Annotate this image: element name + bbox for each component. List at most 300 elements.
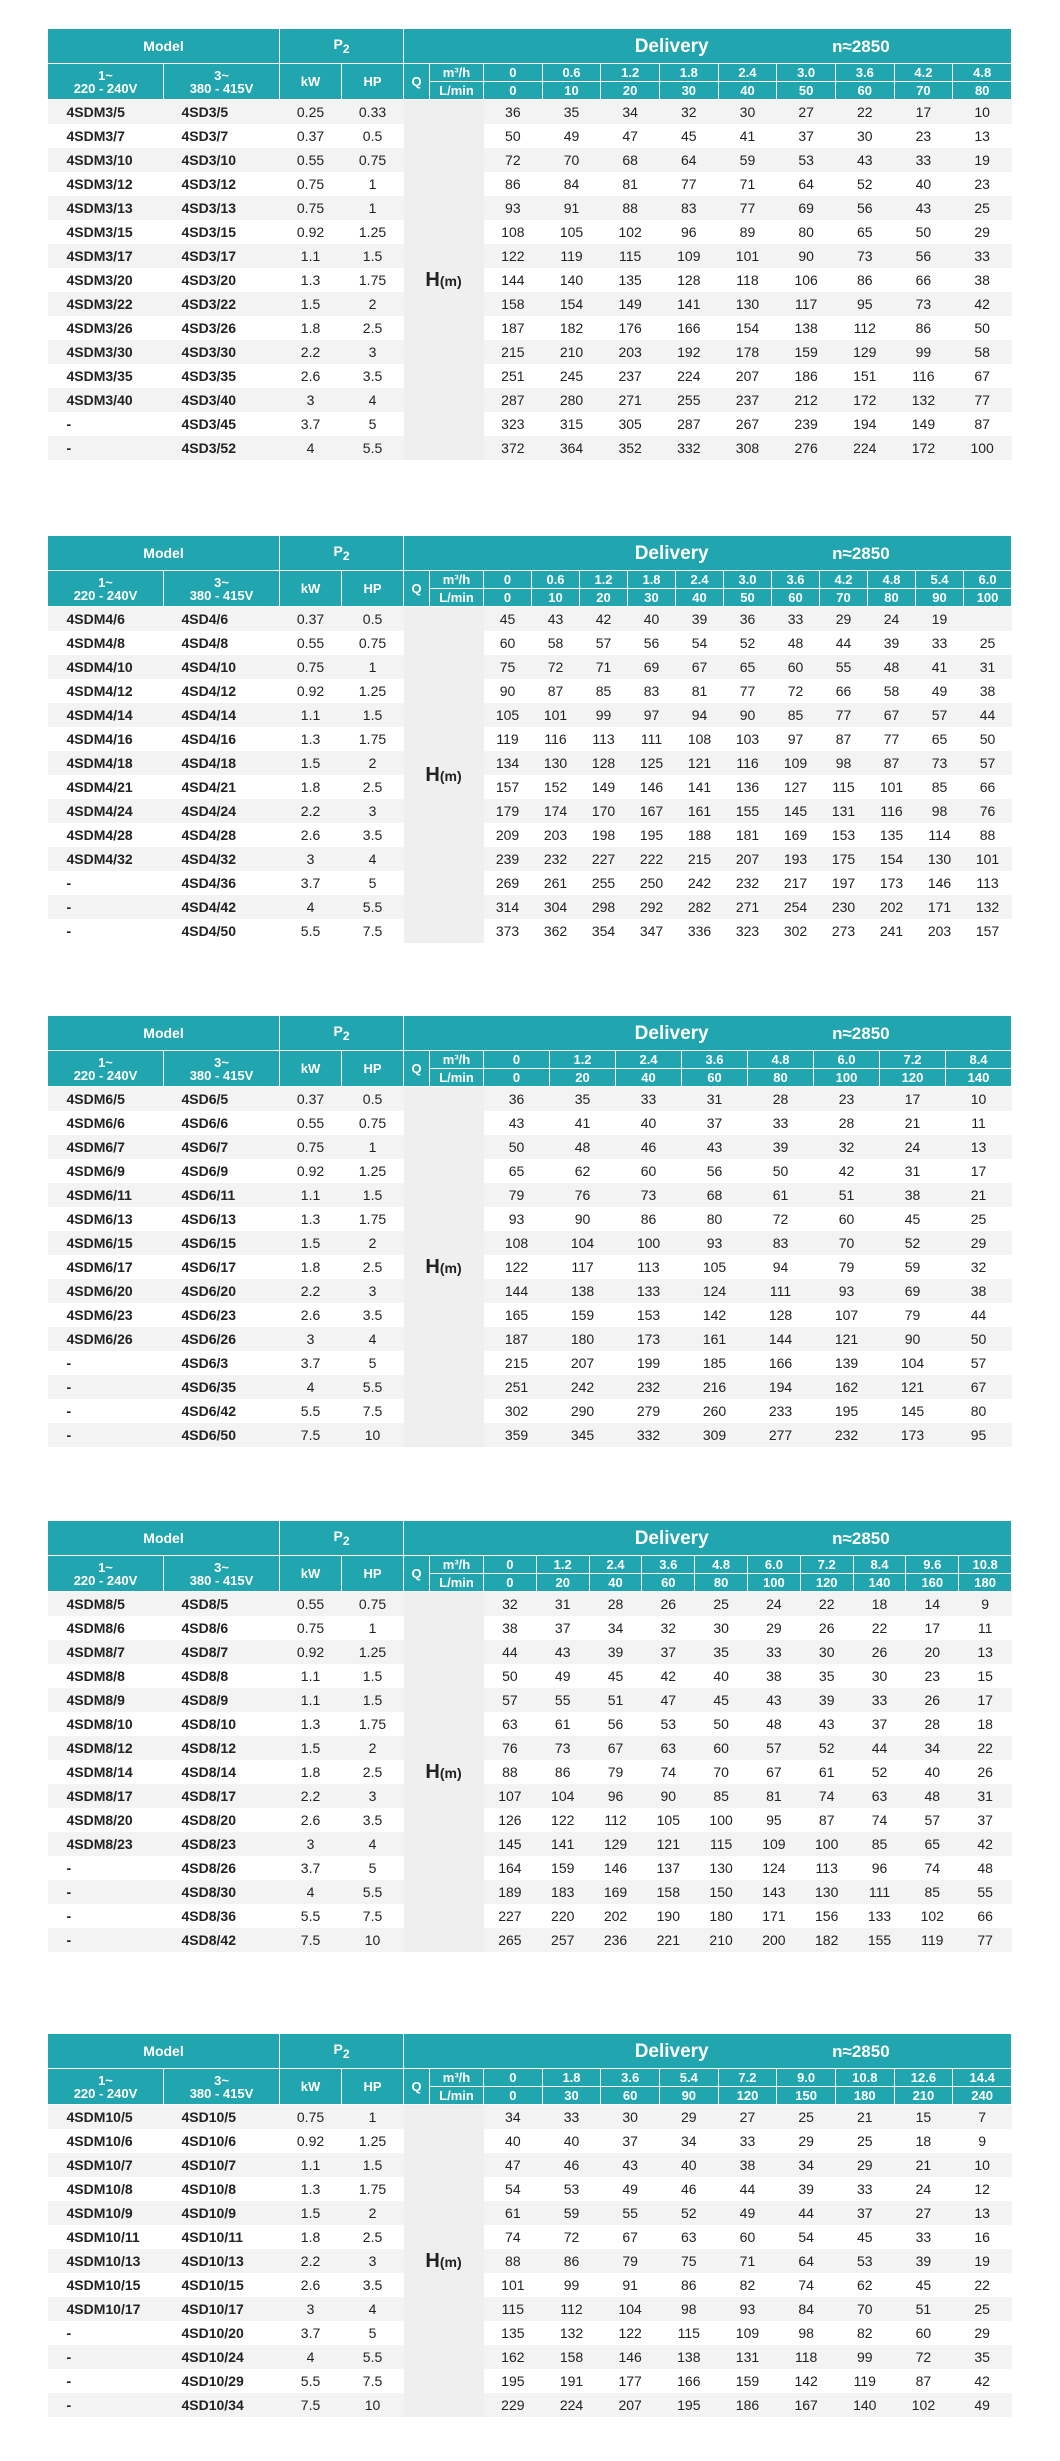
- table-row: [48, 1592, 1012, 1617]
- model-three-phase: 4SD6/35: [164, 1375, 280, 1399]
- three-phase-header: [164, 1556, 280, 1592]
- flow-lmin: 0: [484, 1574, 537, 1592]
- head-value: 304: [532, 895, 580, 919]
- p2-subscript: 2: [342, 1533, 350, 1548]
- table-row: [48, 1640, 1012, 1664]
- head-value: 52: [724, 631, 772, 655]
- head-value: 180: [695, 1904, 748, 1928]
- power-kw: 2.2: [280, 1784, 342, 1808]
- head-value: 15: [959, 1664, 1012, 1688]
- model-three-phase: 4SD4/10: [164, 655, 280, 679]
- head-value: 187: [484, 316, 543, 340]
- head-value: 17: [880, 1087, 946, 1112]
- table-row: [48, 148, 1012, 172]
- speed-label: n≈2850: [832, 543, 890, 563]
- power-kw: 2.2: [280, 1279, 342, 1303]
- table-row: [48, 1327, 1012, 1351]
- head-value: 166: [659, 316, 718, 340]
- head-value: 155: [724, 799, 772, 823]
- power-kw: 1.3: [280, 2177, 342, 2201]
- model-single-phase: 4SDM3/10: [48, 148, 164, 172]
- flow-m3h: 3.6: [835, 64, 894, 82]
- head-value: 157: [964, 919, 1012, 943]
- head-value: 16: [953, 2225, 1012, 2249]
- table-row: [48, 871, 1012, 895]
- power-kw: 4: [280, 2345, 342, 2369]
- head-value: 186: [718, 2393, 777, 2417]
- head-value: 100: [800, 1832, 853, 1856]
- head-value: 45: [894, 2273, 953, 2297]
- flow-lmin: 80: [953, 82, 1012, 100]
- unit-m3h: m³/h: [430, 1051, 484, 1069]
- head-value: 169: [589, 1880, 642, 1904]
- head-value: 33: [772, 607, 820, 632]
- head-value: 38: [946, 1279, 1012, 1303]
- head-value: 45: [880, 1207, 946, 1231]
- head-unit: (m): [439, 1260, 462, 1276]
- head-value: 22: [835, 100, 894, 125]
- power-kw: 5.5: [280, 2369, 342, 2393]
- power-hp: 3: [342, 1279, 404, 1303]
- head-value: 32: [659, 100, 718, 125]
- flow-lmin: 180: [835, 2087, 894, 2105]
- delivery-label: Delivery: [634, 2040, 709, 2062]
- head-value: 48: [868, 655, 916, 679]
- head-value: 165: [484, 1303, 550, 1327]
- head-value: 63: [659, 2225, 718, 2249]
- power-hp: 5.5: [342, 436, 404, 460]
- head-value: 276: [777, 436, 836, 460]
- head-value: 122: [484, 1255, 550, 1279]
- power-kw: 1.5: [280, 2201, 342, 2225]
- head-value: 169: [772, 823, 820, 847]
- flow-lmin: 80: [695, 1574, 748, 1592]
- head-value: 76: [550, 1183, 616, 1207]
- flow-lmin: 40: [589, 1574, 642, 1592]
- head-value: 122: [536, 1808, 589, 1832]
- flow-m3h: 4.2: [820, 571, 868, 589]
- power-hp: 3: [342, 1784, 404, 1808]
- pump-table-2: [47, 535, 1011, 943]
- head-value: 55: [959, 1880, 1012, 1904]
- flow-lmin: 20: [550, 1069, 616, 1087]
- head-value: 141: [659, 292, 718, 316]
- head-value: 73: [536, 1736, 589, 1760]
- head-value: 116: [894, 364, 953, 388]
- model-three-phase: 4SD4/42: [164, 895, 280, 919]
- head-value: 37: [601, 2129, 660, 2153]
- table-row: [48, 1616, 1012, 1640]
- hp-header: HP: [342, 64, 404, 100]
- head-value: 33: [616, 1087, 682, 1112]
- head-value: 151: [835, 364, 894, 388]
- head-value: 42: [953, 292, 1012, 316]
- model-three-phase: 4SD3/20: [164, 268, 280, 292]
- flow-lmin: 10: [532, 589, 580, 607]
- table-row: [48, 1207, 1012, 1231]
- model-three-phase: 4SD8/23: [164, 1832, 280, 1856]
- head-value: 50: [953, 316, 1012, 340]
- head-value: 90: [484, 679, 532, 703]
- head-value: 24: [894, 2177, 953, 2201]
- head-value: 203: [601, 340, 660, 364]
- head-value: 94: [676, 703, 724, 727]
- flow-lmin: 150: [777, 2087, 836, 2105]
- head-value: 37: [777, 124, 836, 148]
- model-single-phase: -: [48, 2393, 164, 2417]
- head-value: 99: [894, 340, 953, 364]
- head-value: 25: [777, 2105, 836, 2130]
- head-value: 81: [676, 679, 724, 703]
- head-value: 90: [642, 1784, 695, 1808]
- head-label: [404, 100, 484, 461]
- flow-m3h: 0: [484, 571, 532, 589]
- head-value: 37: [682, 1111, 748, 1135]
- power-hp: 5: [342, 2321, 404, 2345]
- head-value: 26: [853, 1640, 906, 1664]
- flow-m3h: 0: [484, 64, 543, 82]
- head-value: 15: [894, 2105, 953, 2130]
- model-single-phase: 4SDM3/35: [48, 364, 164, 388]
- model-single-phase: 4SDM8/20: [48, 1808, 164, 1832]
- head-value: 114: [916, 823, 964, 847]
- head-value: 34: [484, 2105, 543, 2130]
- table-row: [48, 1135, 1012, 1159]
- head-value: 77: [868, 727, 916, 751]
- head-value: 143: [748, 1880, 801, 1904]
- head-value: 85: [916, 775, 964, 799]
- head-value: 47: [484, 2153, 543, 2177]
- power-hp: 7.5: [342, 1904, 404, 1928]
- head-value: 95: [835, 292, 894, 316]
- head-value: 172: [894, 436, 953, 460]
- head-value: 210: [542, 340, 601, 364]
- table-row: [48, 124, 1012, 148]
- power-hp: 1.5: [342, 1688, 404, 1712]
- model-three-phase: 4SD3/5: [164, 100, 280, 125]
- table-row: [48, 2369, 1012, 2393]
- model-single-phase: 4SDM4/24: [48, 799, 164, 823]
- model-three-phase: 4SD10/7: [164, 2153, 280, 2177]
- head-value: 91: [542, 196, 601, 220]
- model-three-phase: 4SD10/11: [164, 2225, 280, 2249]
- power-hp: 0.5: [342, 1087, 404, 1112]
- model-single-phase: 4SDM8/17: [48, 1784, 164, 1808]
- table-row: [48, 1928, 1012, 1952]
- head-value: 305: [601, 412, 660, 436]
- head-value: 173: [616, 1327, 682, 1351]
- head-value: 60: [718, 2225, 777, 2249]
- head-value: 65: [484, 1159, 550, 1183]
- kw-header: kW: [280, 571, 342, 607]
- flow-m3h: 1.8: [542, 2069, 601, 2087]
- head-value: 232: [616, 1375, 682, 1399]
- power-hp: 3: [342, 2249, 404, 2273]
- delivery-header: [404, 1016, 1012, 1051]
- head-value: 159: [536, 1856, 589, 1880]
- model-single-phase: -: [48, 1351, 164, 1375]
- head-value: 112: [542, 2297, 601, 2321]
- three-phase-symbol: 3~: [214, 67, 229, 83]
- flow-m3h: 5.4: [916, 571, 964, 589]
- head-value: 265: [484, 1928, 537, 1952]
- head-value: 30: [835, 124, 894, 148]
- head-value: 145: [880, 1399, 946, 1423]
- head-value: 154: [542, 292, 601, 316]
- head-value: 50: [695, 1712, 748, 1736]
- three-phase-symbol: 3~: [214, 574, 229, 590]
- head-value: 254: [772, 895, 820, 919]
- model-three-phase: 4SD3/12: [164, 172, 280, 196]
- model-three-phase: 4SD3/13: [164, 196, 280, 220]
- head-value: 77: [959, 1928, 1012, 1952]
- head-value: 66: [820, 679, 868, 703]
- delivery-label: Delivery: [634, 1527, 709, 1549]
- power-kw: 1.3: [280, 1712, 342, 1736]
- head-value: 53: [542, 2177, 601, 2201]
- model-three-phase: 4SD10/20: [164, 2321, 280, 2345]
- head-value: 31: [964, 655, 1012, 679]
- head-value: 73: [616, 1183, 682, 1207]
- head-value: 146: [916, 871, 964, 895]
- head-value: 17: [946, 1159, 1012, 1183]
- head-value: 38: [718, 2153, 777, 2177]
- head-value: 70: [814, 1231, 880, 1255]
- head-value: 134: [484, 751, 532, 775]
- head-value: 32: [642, 1616, 695, 1640]
- unit-lmin: L/min: [430, 1069, 484, 1087]
- head-value: 30: [601, 2105, 660, 2130]
- head-value: 86: [484, 172, 543, 196]
- head-value: 35: [550, 1087, 616, 1112]
- model-three-phase: 4SD3/17: [164, 244, 280, 268]
- power-hp: 2: [342, 2201, 404, 2225]
- model-three-phase: 4SD4/8: [164, 631, 280, 655]
- head-value: 117: [777, 292, 836, 316]
- head-value: 65: [724, 655, 772, 679]
- speed-label: n≈2850: [832, 1528, 890, 1548]
- head-value: 101: [718, 244, 777, 268]
- head-value: 109: [718, 2321, 777, 2345]
- head-value: 180: [550, 1327, 616, 1351]
- head-value: 47: [642, 1688, 695, 1712]
- head-value: 33: [748, 1111, 814, 1135]
- head-value: 49: [542, 124, 601, 148]
- head-value: 99: [580, 703, 628, 727]
- model-single-phase: 4SDM6/26: [48, 1327, 164, 1351]
- head-value: 105: [542, 220, 601, 244]
- power-hp: 3.5: [342, 364, 404, 388]
- head-value: 54: [676, 631, 724, 655]
- head-value: 13: [959, 1640, 1012, 1664]
- table-row: [48, 1664, 1012, 1688]
- table-row: [48, 2105, 1012, 2130]
- head-value: 42: [953, 2369, 1012, 2393]
- head-label: [404, 1087, 484, 1448]
- head-value: 145: [484, 1832, 537, 1856]
- head-value: 74: [800, 1784, 853, 1808]
- head-value: 68: [682, 1183, 748, 1207]
- head-value: 43: [835, 148, 894, 172]
- head-value: 132: [964, 895, 1012, 919]
- head-value: 105: [642, 1808, 695, 1832]
- power-kw: 2.2: [280, 799, 342, 823]
- head-value: 96: [659, 220, 718, 244]
- head-value: 155: [853, 1928, 906, 1952]
- table-row: [48, 1832, 1012, 1856]
- head-value: 37: [642, 1640, 695, 1664]
- flow-m3h: 1.8: [628, 571, 676, 589]
- head-value: 30: [718, 100, 777, 125]
- power-kw: 1.8: [280, 2225, 342, 2249]
- model-single-phase: -: [48, 1399, 164, 1423]
- flow-lmin: 60: [601, 2087, 660, 2105]
- head-value: 137: [642, 1856, 695, 1880]
- power-kw: 7.5: [280, 2393, 342, 2417]
- power-kw: 0.37: [280, 124, 342, 148]
- head-value: 239: [777, 412, 836, 436]
- head-value: 115: [695, 1832, 748, 1856]
- head-value: 21: [880, 1111, 946, 1135]
- q-label: Q: [404, 1556, 430, 1592]
- head-value: 135: [868, 823, 916, 847]
- head-value: 315: [542, 412, 601, 436]
- model-three-phase: 4SD4/24: [164, 799, 280, 823]
- power-kw: 2.6: [280, 1808, 342, 1832]
- model-three-phase: 4SD6/26: [164, 1327, 280, 1351]
- head-value: 242: [676, 871, 724, 895]
- model-single-phase: -: [48, 2321, 164, 2345]
- single-phase-voltage: 220 - 240V: [73, 1572, 138, 1588]
- flow-m3h: 4.2: [894, 64, 953, 82]
- model-single-phase: 4SDM10/15: [48, 2273, 164, 2297]
- power-kw: 2.6: [280, 1303, 342, 1327]
- flow-m3h: 0.6: [542, 64, 601, 82]
- model-three-phase: 4SD3/7: [164, 124, 280, 148]
- head-value: 37: [835, 2201, 894, 2225]
- head-value: 130: [800, 1880, 853, 1904]
- head-value: 87: [820, 727, 868, 751]
- head-value: 224: [542, 2393, 601, 2417]
- head-value: 39: [894, 2249, 953, 2273]
- table-row: [48, 607, 1012, 632]
- head-value: 207: [718, 364, 777, 388]
- power-kw: 3: [280, 1832, 342, 1856]
- head-value: 173: [880, 1423, 946, 1447]
- head-value: 87: [800, 1808, 853, 1832]
- head-value: 87: [868, 751, 916, 775]
- flow-lmin: 100: [814, 1069, 880, 1087]
- head-value: 22: [953, 2273, 1012, 2297]
- head-value: 86: [536, 1760, 589, 1784]
- power-kw: 0.37: [280, 607, 342, 632]
- head-value: 73: [835, 244, 894, 268]
- head-value: 129: [589, 1832, 642, 1856]
- flow-lmin: 50: [724, 589, 772, 607]
- power-hp: 4: [342, 847, 404, 871]
- delivery-label: Delivery: [634, 542, 709, 564]
- table-row: [48, 775, 1012, 799]
- table-row: [48, 703, 1012, 727]
- head-value: 41: [916, 655, 964, 679]
- head-value: 90: [777, 244, 836, 268]
- head-value: 44: [718, 2177, 777, 2201]
- head-value: 61: [536, 1712, 589, 1736]
- model-single-phase: 4SDM3/20: [48, 268, 164, 292]
- three-phase-header: [164, 2069, 280, 2105]
- head-value: 215: [484, 1351, 550, 1375]
- flow-lmin: 30: [628, 589, 676, 607]
- q-label: Q: [404, 64, 430, 100]
- head-value: 93: [682, 1231, 748, 1255]
- head-value: 73: [916, 751, 964, 775]
- model-three-phase: 4SD6/13: [164, 1207, 280, 1231]
- head-value: 23: [906, 1664, 959, 1688]
- model-single-phase: 4SDM3/15: [48, 220, 164, 244]
- head-value: 40: [906, 1760, 959, 1784]
- power-hp: 0.75: [342, 1592, 404, 1617]
- model-single-phase: -: [48, 1375, 164, 1399]
- power-kw: 0.75: [280, 172, 342, 196]
- speed-label: n≈2850: [832, 36, 890, 56]
- power-hp: 2: [342, 1736, 404, 1760]
- head-value: 332: [659, 436, 718, 460]
- head-value: 232: [814, 1423, 880, 1447]
- table-row: [48, 316, 1012, 340]
- head-value: 373: [484, 919, 532, 943]
- three-phase-symbol: 3~: [214, 1559, 229, 1575]
- head-value: 42: [642, 1664, 695, 1688]
- head-value: 124: [748, 1856, 801, 1880]
- head-value: 26: [642, 1592, 695, 1617]
- power-hp: 3: [342, 340, 404, 364]
- head-value: 94: [748, 1255, 814, 1279]
- head-value: 90: [550, 1207, 616, 1231]
- model-single-phase: 4SDM8/10: [48, 1712, 164, 1736]
- q-label: Q: [404, 2069, 430, 2105]
- flow-m3h: 4.8: [953, 64, 1012, 82]
- power-hp: 1.5: [342, 1183, 404, 1207]
- table-row: [48, 1856, 1012, 1880]
- power-hp: 1: [342, 1616, 404, 1640]
- table-row: [48, 1183, 1012, 1207]
- head-value: 27: [777, 100, 836, 125]
- model-three-phase: 4SD6/42: [164, 1399, 280, 1423]
- head-value: 27: [718, 2105, 777, 2130]
- head-value: 100: [695, 1808, 748, 1832]
- head-value: 72: [894, 2345, 953, 2369]
- head-value: 74: [906, 1856, 959, 1880]
- head-value: 122: [484, 244, 543, 268]
- head-value: 26: [800, 1616, 853, 1640]
- power-hp: 10: [342, 1423, 404, 1447]
- head-value: 144: [484, 1279, 550, 1303]
- model-single-phase: 4SDM4/14: [48, 703, 164, 727]
- head-value: 130: [695, 1856, 748, 1880]
- table-row: [48, 1159, 1012, 1183]
- head-value: 90: [724, 703, 772, 727]
- flow-lmin: 70: [894, 82, 953, 100]
- head-value: 156: [800, 1904, 853, 1928]
- power-hp: 1: [342, 655, 404, 679]
- power-kw: 0.75: [280, 1135, 342, 1159]
- table-row: [48, 1712, 1012, 1736]
- table-row: [48, 679, 1012, 703]
- head-value: 277: [748, 1423, 814, 1447]
- head-value: 40: [542, 2129, 601, 2153]
- model-three-phase: 4SD6/15: [164, 1231, 280, 1255]
- head-value: 72: [542, 2225, 601, 2249]
